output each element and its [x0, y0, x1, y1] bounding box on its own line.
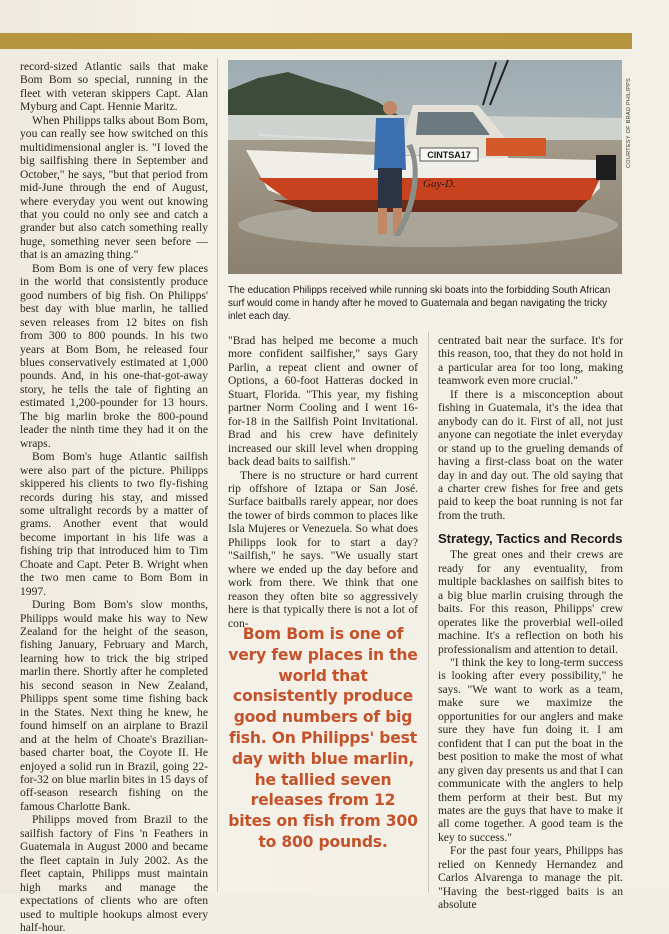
header-color-band — [0, 33, 632, 49]
boat-photo — [228, 60, 622, 274]
article-column-2 — [228, 334, 418, 630]
paragraph: Bom Bom is one of very few places in the world that consistently produce good numbers of big fish. On Philipps' best day with blue marlin, he tallied seven releases from 12 bites on fish from 300 to 800 pounds. In his two years at Bom Bom, he released four blues conservatively estimated at 1,000 pounds. And, in his one-that-got-away story, he tells the tale of fighting an estimated 1,200-pounder for 13 hours. The big marlin broke the 800-pound leader the ninth time they had it on the wraps. — [20, 261, 208, 450]
paragraph: During Bom Bom's slow months, Philipps would make his way to New Zealand for the height of the season, fishing January, February and March, learning how to trick the big striped marlin there. Shortly after he completed his second season in New Zealand, Philipps spent some time fishing back in the States. Next thing he knew, he found himself on an airplane to Brazil and at the helm of Choate's Brazilian-based charter boat, the Coyote II. He enjoyed a solid run in Brazil, going 22-for-32 on blue marlin bites in 15 days of off-season research fishing on the famous Charlotte Bank. — [20, 598, 208, 813]
photo-credit: COURTESY OF BRAD PHILIPPS — [626, 77, 632, 168]
paragraph: The great ones and their crews are ready for any eventuality, from multiple backlashes on sailfish bites to a big blue marlin cruising through the baits. For this reason, Philipps' crew operates like the proverbial well-oiled machine. It's a reflection on both his professionalism and attention to detail. — [438, 548, 623, 656]
paragraph: "Brad has helped me become a much more confident sailfisher," says Gary Parlin, a repeat client and owner of Options, a 60-foot Hatteras docked in Stuart, Florida. "This year, my fishing partner Norm Cooling and I went 16-for-18 in the Sailfish Point Invitational. Brad and his crew have definitely increased our skill level when dropping back dead baits to sailfish." — [228, 334, 418, 469]
column-divider — [217, 58, 218, 892]
photo-caption: The education Philipps received while running ski boats into the forbidding South African surf would come in handy after he moved to Guatemala and began navigating the tricky inlet each day. — [228, 285, 611, 322]
boat-registration-text: CINTSA17 — [427, 150, 471, 160]
column-divider — [428, 332, 429, 892]
photo-illustration — [228, 60, 622, 274]
paragraph: record-sized Atlantic sails that make Bom Bom so special, running in the fleet with veteran skippers Capt. Alan Myburg and Capt. Hennie Maritz. — [20, 60, 208, 114]
paragraph: Philipps moved from Brazil to the sailfish factory of Fins 'n Feathers in Guatemala in August 2000 and became the fleet captain in July 2002. As the fleet captain, Philipps must maintain high marks and manage the expectations of clients who are often used to multiple hookups almost every half-hour. — [20, 813, 208, 934]
paragraph: "I think the key to long-term success is looking after every possibility," he says. "We want to work as a team, make sure we maximize the opportunities for our anglers and make sure they have fun doing it. I am confident that I can put the boat in the best position to make the most of what any given day presents us and that I can communicate with the anglers to help them perform at their best. But my mates are the guys that have to make it all come together. A good team is the key to success." — [438, 655, 623, 844]
paragraph: For the past four years, Philipps has relied on Kennedy Hernandez and Carlos Alvarenga to manage the pit. "Having the best-rigged baits is an absolute — [438, 844, 623, 912]
paragraph: When Philipps talks about Bom Bom, you can really see how switched on this multidimensional angler is. "I loved the big sailfishing there in September and October," he says, "but that period from mid-June through the end of August, where everyday you went out knowing that you could no only see and catch a grander but also catch something really huge, something never seen before — that is an amazing thing." — [20, 113, 208, 262]
paragraph: If there is a misconception about fishing in Guatemala, it's the idea that anybody can do it. First of all, not just anyone can negotiate the inlet everyday or stand up to the grueling demands of having a first-class boat on the water day in and day out. The old saying that a charter crew fishes for free and gets paid to keep the boat running is not far from the truth. — [438, 387, 623, 522]
boat-name-text: Gay-D. — [423, 178, 456, 190]
article-column-1 — [20, 60, 208, 934]
paragraph: centrated bait near the surface. It's for this reason, too, that they do not hold in a particular area for too long, making teamwork even more crucial." — [438, 334, 623, 388]
section-heading: Strategy, Tactics and Records — [438, 531, 623, 547]
article-column-3 — [438, 334, 623, 912]
pull-quote: Bom Bom is one of very few places in the world that consistently produce good numbers of big fish. On Philipps' best day with blue marlin, he tallied seven releases from 12 bites on fish from 300 to 800 pounds. — [228, 625, 418, 851]
paragraph: Bom Bom's huge Atlantic sailfish were also part of the picture. Philipps skippered his clients to two fly-fishing records during his stay, and missed some ultralight records by a matter of grams. Another event that would become important in his life was a fishing trip that introduced him to Tim Choate and Capt. Peter B. Wright when the two men came to Bom Bom in 1997. — [20, 450, 208, 598]
paragraph: There is no structure or hard current rip offshore of Iztapa or San José. Surface baitballs rarely appear, nor does the tower of birds common to places like Isla Mujeres or Venezuela. So what does Philipps look for to start a day? "Sailfish," he says. "We usually start where we ended up the day before and work from there. We think that one reason they often bite so aggressively here is that typically there is not a lot of con- — [228, 468, 418, 630]
